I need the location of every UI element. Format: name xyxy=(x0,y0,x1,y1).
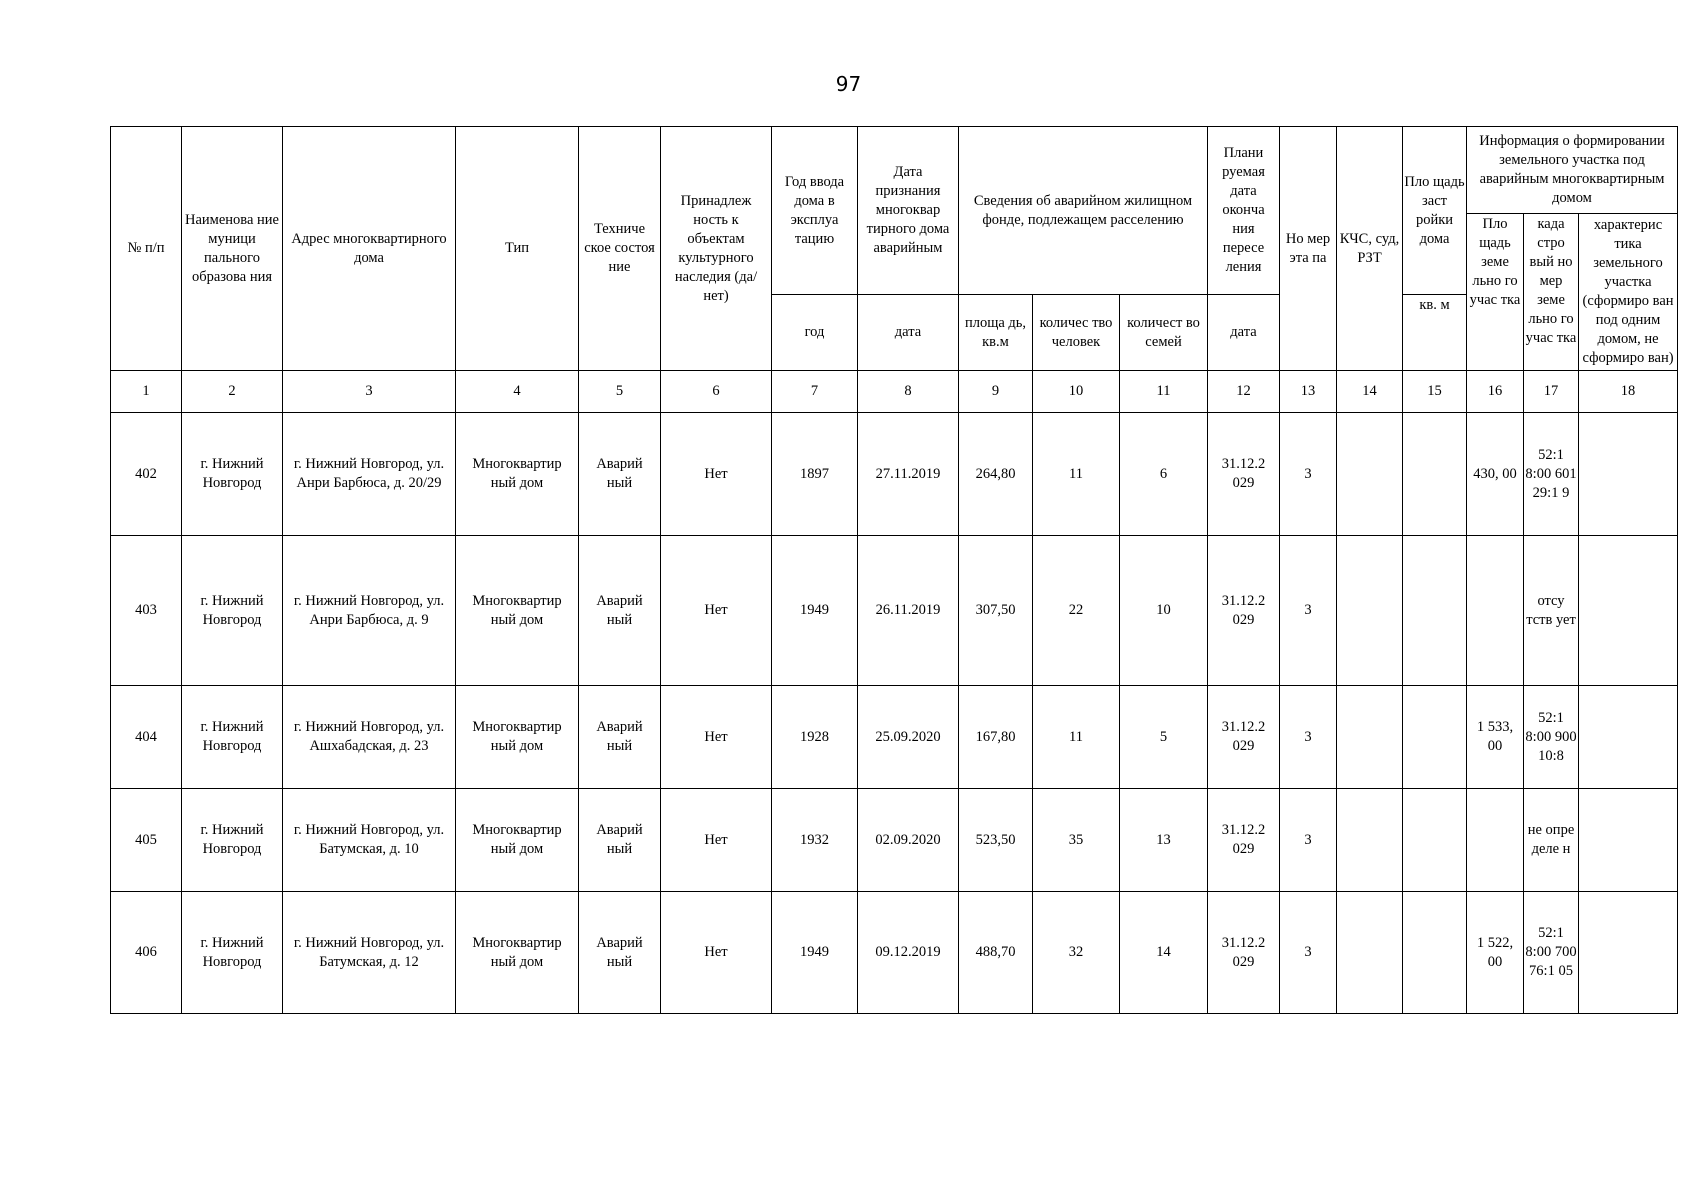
heritage-cell: Нет xyxy=(661,686,772,789)
table-row xyxy=(111,789,1678,892)
people-cell: 11 xyxy=(1033,686,1120,789)
row-number: 404 xyxy=(111,686,182,789)
header-kchs: КЧС, суд, РЗТ xyxy=(1337,127,1403,371)
land-area-cell: 430, 00 xyxy=(1467,413,1524,536)
area-cell: 167,80 xyxy=(959,686,1033,789)
address-cell: г. Нижний Новгород, ул. Батумская, д. 12 xyxy=(283,892,456,1014)
column-number: 8 xyxy=(858,371,959,413)
municipality-cell: г. Нижний Новгород xyxy=(182,789,283,892)
heritage-cell: Нет xyxy=(661,789,772,892)
area-cell: 307,50 xyxy=(959,536,1033,686)
planned-date-cell: 31.12.2 029 xyxy=(1208,686,1280,789)
table-row xyxy=(111,892,1678,1014)
land-area-cell: 1 522, 00 xyxy=(1467,892,1524,1014)
planned-date-cell: 31.12.2 029 xyxy=(1208,536,1280,686)
state-cell: Аварий ный xyxy=(579,789,661,892)
column-number: 17 xyxy=(1524,371,1579,413)
table-row xyxy=(111,686,1678,789)
cadastral-cell: 52:1 8:00 700 76:1 05 xyxy=(1524,892,1579,1014)
year-cell: 1897 xyxy=(772,413,858,536)
planned-date-cell: 31.12.2 029 xyxy=(1208,789,1280,892)
header-build-area: Пло щадь заст ройки дома xyxy=(1403,127,1467,295)
column-number: 11 xyxy=(1120,371,1208,413)
row-number: 405 xyxy=(111,789,182,892)
state-cell: Аварий ный xyxy=(579,686,661,789)
header-land-info: Информация о формировании земельного участка под аварийным многоквартирным домом xyxy=(1467,127,1678,214)
header-planned-date: Плани руемая дата оконча ния пересе ления xyxy=(1208,127,1280,295)
column-number: 2 xyxy=(182,371,283,413)
header-stage: Но мер эта па xyxy=(1280,127,1337,371)
type-cell: Многоквартир ный дом xyxy=(456,413,579,536)
subheader-year: год xyxy=(772,295,858,371)
land-characteristic-cell xyxy=(1579,413,1678,536)
land-area-cell xyxy=(1467,536,1524,686)
municipality-cell: г. Нижний Новгород xyxy=(182,536,283,686)
build-area-cell xyxy=(1403,413,1467,536)
header-technical-state: Техниче ское состоя ние xyxy=(579,127,661,371)
land-area-cell xyxy=(1467,789,1524,892)
emergency-housing-table xyxy=(110,126,1678,1014)
year-cell: 1928 xyxy=(772,686,858,789)
recognition-date-cell: 09.12.2019 xyxy=(858,892,959,1014)
column-number: 5 xyxy=(579,371,661,413)
planned-date-cell: 31.12.2 029 xyxy=(1208,892,1280,1014)
header-municipality: Наименова ние муници пального образова ния xyxy=(182,127,283,371)
type-cell: Многоквартир ный дом xyxy=(456,789,579,892)
column-number: 13 xyxy=(1280,371,1337,413)
families-cell: 6 xyxy=(1120,413,1208,536)
address-cell: г. Нижний Новгород, ул. Батумская, д. 10 xyxy=(283,789,456,892)
stage-cell: 3 xyxy=(1280,536,1337,686)
header-number: № п/п xyxy=(111,127,182,371)
stage-cell: 3 xyxy=(1280,413,1337,536)
build-area-cell xyxy=(1403,686,1467,789)
header-type: Тип xyxy=(456,127,579,371)
header-recognition-date: Дата признания многоквар тирного дома аварийным xyxy=(858,127,959,295)
heritage-cell: Нет xyxy=(661,892,772,1014)
area-cell: 488,70 xyxy=(959,892,1033,1014)
land-characteristic-cell xyxy=(1579,536,1678,686)
header-emergency-fund: Сведения об аварийном жилищном фонде, подлежащем расселению xyxy=(959,127,1208,295)
area-cell: 523,50 xyxy=(959,789,1033,892)
row-number: 402 xyxy=(111,413,182,536)
column-number: 14 xyxy=(1337,371,1403,413)
column-number: 6 xyxy=(661,371,772,413)
header-land-characteristic: характерис тика земельного участка (сформиро ван под одним домом, не сформиро ван) xyxy=(1579,214,1678,371)
column-number: 16 xyxy=(1467,371,1524,413)
page-number: 97 xyxy=(835,72,862,96)
families-cell: 10 xyxy=(1120,536,1208,686)
column-number: 9 xyxy=(959,371,1033,413)
stage-cell: 3 xyxy=(1280,789,1337,892)
recognition-date-cell: 27.11.2019 xyxy=(858,413,959,536)
municipality-cell: г. Нижний Новгород xyxy=(182,686,283,789)
column-number: 10 xyxy=(1033,371,1120,413)
subheader-families: количест во семей xyxy=(1120,295,1208,371)
kchs-cell xyxy=(1337,892,1403,1014)
heritage-cell: Нет xyxy=(661,536,772,686)
area-cell: 264,80 xyxy=(959,413,1033,536)
people-cell: 11 xyxy=(1033,413,1120,536)
type-cell: Многоквартир ный дом xyxy=(456,536,579,686)
stage-cell: 3 xyxy=(1280,892,1337,1014)
land-characteristic-cell xyxy=(1579,789,1678,892)
state-cell: Аварий ный xyxy=(579,413,661,536)
kchs-cell xyxy=(1337,536,1403,686)
subheader-date: дата xyxy=(858,295,959,371)
kchs-cell xyxy=(1337,789,1403,892)
recognition-date-cell: 26.11.2019 xyxy=(858,536,959,686)
header-cadastral: када стро вый но мер земе льно го учас тка xyxy=(1524,214,1579,371)
heritage-cell: Нет xyxy=(661,413,772,536)
column-number-row xyxy=(111,371,1678,413)
address-cell: г. Нижний Новгород, ул. Анри Барбюса, д. 20/29 xyxy=(283,413,456,536)
table-row xyxy=(111,536,1678,686)
header-heritage: Принадлеж ность к объектам культурного наследия (да/нет) xyxy=(661,127,772,371)
state-cell: Аварий ный xyxy=(579,536,661,686)
families-cell: 14 xyxy=(1120,892,1208,1014)
kchs-cell xyxy=(1337,413,1403,536)
column-number: 1 xyxy=(111,371,182,413)
type-cell: Многоквартир ный дом xyxy=(456,892,579,1014)
subheader-build-area: кв. м xyxy=(1403,295,1467,371)
stage-cell: 3 xyxy=(1280,686,1337,789)
year-cell: 1949 xyxy=(772,892,858,1014)
column-number: 7 xyxy=(772,371,858,413)
people-cell: 22 xyxy=(1033,536,1120,686)
column-number: 18 xyxy=(1579,371,1678,413)
municipality-cell: г. Нижний Новгород xyxy=(182,892,283,1014)
year-cell: 1949 xyxy=(772,536,858,686)
column-number: 4 xyxy=(456,371,579,413)
address-cell: г. Нижний Новгород, ул. Ашхабадская, д. 23 xyxy=(283,686,456,789)
subheader-area: площа дь, кв.м xyxy=(959,295,1033,371)
cadastral-cell: 52:1 8:00 601 29:1 9 xyxy=(1524,413,1579,536)
land-area-cell: 1 533, 00 xyxy=(1467,686,1524,789)
subheader-plan-date: дата xyxy=(1208,295,1280,371)
cadastral-cell: отсу тств ует xyxy=(1524,536,1579,686)
table-body xyxy=(111,413,1678,1014)
type-cell: Многоквартир ный дом xyxy=(456,686,579,789)
recognition-date-cell: 25.09.2020 xyxy=(858,686,959,789)
header-year: Год ввода дома в эксплуа тацию xyxy=(772,127,858,295)
state-cell: Аварий ный xyxy=(579,892,661,1014)
cadastral-cell: 52:1 8:00 900 10:8 xyxy=(1524,686,1579,789)
land-characteristic-cell xyxy=(1579,686,1678,789)
subheader-people: количес тво человек xyxy=(1033,295,1120,371)
build-area-cell xyxy=(1403,789,1467,892)
recognition-date-cell: 02.09.2020 xyxy=(858,789,959,892)
build-area-cell xyxy=(1403,892,1467,1014)
row-number: 403 xyxy=(111,536,182,686)
address-cell: г. Нижний Новгород, ул. Анри Барбюса, д. 9 xyxy=(283,536,456,686)
families-cell: 13 xyxy=(1120,789,1208,892)
column-number: 3 xyxy=(283,371,456,413)
planned-date-cell: 31.12.2 029 xyxy=(1208,413,1280,536)
column-number: 12 xyxy=(1208,371,1280,413)
municipality-cell: г. Нижний Новгород xyxy=(182,413,283,536)
column-number: 15 xyxy=(1403,371,1467,413)
people-cell: 32 xyxy=(1033,892,1120,1014)
row-number: 406 xyxy=(111,892,182,1014)
table-row xyxy=(111,413,1678,536)
people-cell: 35 xyxy=(1033,789,1120,892)
header-land-area: Пло щадь земе льно го учас тка xyxy=(1467,214,1524,371)
kchs-cell xyxy=(1337,686,1403,789)
cadastral-cell: не опре деле н xyxy=(1524,789,1579,892)
land-characteristic-cell xyxy=(1579,892,1678,1014)
header-address: Адрес многоквартирного дома xyxy=(283,127,456,371)
year-cell: 1932 xyxy=(772,789,858,892)
families-cell: 5 xyxy=(1120,686,1208,789)
build-area-cell xyxy=(1403,536,1467,686)
